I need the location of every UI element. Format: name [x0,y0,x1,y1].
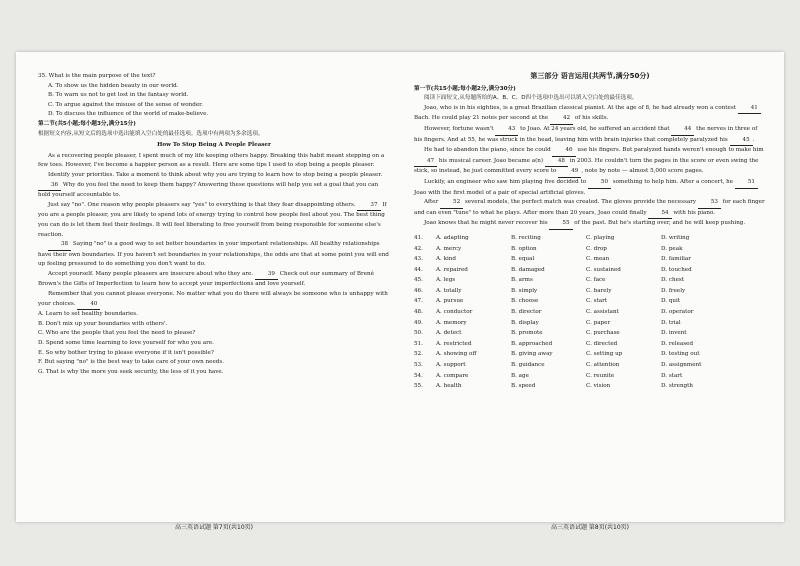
section-2-header: 第二节(共5小题;每小题3分,满分15分) [38,120,136,127]
paragraph-text: Why do you feel the need to keep them happy? Answering these questions will help you set a goal that you can hold yourself accountable to. [38,181,379,199]
choice-row [414,234,766,245]
choice-d[interactable]: D. familiar [661,256,691,263]
choice-d[interactable]: D. quit [661,298,681,305]
choice-a[interactable]: A. restricted [436,340,472,347]
choice-row [414,245,766,256]
seven-option: A. Learn to set healthy boundaries. [38,311,138,318]
choice-row [414,319,766,330]
answer-blank[interactable]: 39 [255,270,278,281]
question-number: 55. [414,383,423,390]
choice-row [414,276,766,287]
choice-b[interactable]: B. simply [511,287,538,294]
choice-c[interactable]: C. mean [586,256,610,263]
paragraph-text: with his piano. [671,209,715,216]
choice-row [414,287,766,298]
choice-d[interactable]: D. operator [661,309,694,316]
choice-d[interactable]: D. invent [661,330,687,337]
seven-option: D. Spend some time learning to love yourself for who you are. [38,340,214,347]
choice-b[interactable]: B. choose [511,298,539,305]
choice-row [414,329,766,340]
choice-a[interactable]: A. health [436,383,462,390]
choice-a[interactable]: A. totally [436,287,462,294]
answer-blank[interactable]: 43 [495,125,518,136]
choice-d[interactable]: D. trial [661,319,681,326]
paragraph-text: As a recovering people pleaser, I spent much of my life keeping others happy. Breaking this habit meant stepping on a few toes. However, I've become a happier person as a result. Here are some tips I used to stop being a people pleaser. [38,152,385,169]
paragraph-text: Luckily, an engineer who saw him playing five decided to [424,178,588,185]
choice-a[interactable]: A. legs [436,277,456,284]
choice-b[interactable]: B. damaged [511,266,545,273]
choice-c[interactable]: C. drop [586,245,607,252]
part-3-title: 第三部分 语言运用(共两节,满分50分) [530,72,650,80]
choice-row [414,372,766,383]
paragraph-text: After [424,199,441,206]
paragraph-text: use his fingers. But paralyzed hands weren't enough to make him [575,147,764,154]
passage-paragraph [38,240,390,270]
choice-a[interactable]: A. mercy [436,245,462,252]
question-number: 48. [414,309,423,316]
cloze-paragraph [414,219,766,230]
option-c: C. To argue against the misuse of the sense of wonder. [48,101,203,108]
choice-row [414,297,766,308]
choice-b[interactable]: B. option [511,245,537,252]
section-1-instruction: 阅读下面短文,从每题所给的A、B、C、D四个选项中选出可以填入空白处的最佳选项。 [424,95,638,102]
seven-options-list [38,310,390,377]
choice-a[interactable]: A. support [436,362,466,369]
answer-blank[interactable]: 44 [671,125,694,136]
choice-d[interactable]: D. writing [661,234,690,241]
paragraph-text: of his skills. [573,115,609,122]
choice-b[interactable]: B. giving away [511,351,553,358]
paragraph-text: in 2003. He couldn't turn the pages in the score or even swing the stick, so instead, he just committed every score to [414,157,759,175]
choice-row [414,308,766,319]
paragraph-text: Remember that you cannot please everyone. No matter what you do there will always be someone who is unhappy with your choices. [38,291,388,307]
choice-a[interactable]: A. detect [436,330,462,337]
choice-c[interactable]: C. playing [586,234,615,241]
choice-b[interactable]: B. guidance [511,362,545,369]
choice-b[interactable]: B. display [511,319,539,326]
paragraph-text: of the past. But he's starting over, and he will keep pushing. [572,220,746,227]
paragraph-text: , note by note — almost 5,000 score pages. [581,168,704,175]
answer-blank[interactable]: 48 [545,157,568,168]
paragraph-text: Joao, who is in his eighties, is a great Brazilian classical pianist. At the age of 8, he had already won a contest [424,104,738,111]
seven-option: C. Who are the people that you feel the need to please? [38,330,196,337]
passage-body [38,152,390,311]
choice-d[interactable]: D. start [661,372,683,379]
choice-b[interactable]: B. age [511,372,529,379]
paragraph-text: Identify your priorities. Take a moment to think about why you are trying to learn how to stop being a people pleaser. [48,171,383,178]
choice-b[interactable]: B. reciting [511,234,541,241]
question-number: 44. [414,266,423,273]
choice-c[interactable]: C. sustained [586,266,621,273]
answer-blank[interactable]: 49 [558,167,581,178]
answer-blank[interactable]: 40 [77,300,100,311]
choice-a[interactable]: A. adapting [436,234,469,241]
choice-a[interactable]: A. memory [436,319,467,326]
paragraph-text: several models, the perfect match was created. The gloves provide the necessary [463,199,698,206]
answer-blank[interactable]: 41 [738,104,761,115]
choice-d[interactable]: D. chest [661,277,685,284]
choice-row [414,266,766,277]
answer-blank[interactable]: 42 [550,114,573,125]
option-a: A. To show us the hidden beauty in our world. [48,82,179,89]
seven-option: E. So why bother trying to please everyone if it isn't possible? [38,349,214,356]
exam-sheet [16,52,784,531]
page-footer-right: 高三英语试题 第8页(共10页) [550,524,630,531]
passage-paragraph [38,270,390,290]
choice-a[interactable]: A. kind [436,256,456,263]
choice-c[interactable]: C. reunite [586,372,615,379]
question-number: 52. [414,351,423,358]
paragraph-text: . [752,136,755,143]
choice-d[interactable]: D. freely [661,287,686,294]
section-2-instruction: 根据短文内容,从短文后的选项中选出能填入空白处的最佳选项。选项中有两项为多余选项。 [38,130,264,137]
paragraph-text: Accept yourself. Many people pleasers are insecure about who they are. [48,270,255,277]
answer-blank[interactable]: 53 [698,198,721,209]
seven-option: G. That is why the more you seek security, the less of it you have. [38,368,224,375]
answer-blank[interactable]: 37 [357,201,380,212]
passage-paragraph [38,152,390,171]
passage-title: How To Stop Being A People Pleaser [157,142,271,149]
choice-c[interactable]: C. vision [586,383,611,390]
choice-b[interactable]: B. arms [511,277,533,284]
choice-b[interactable]: B. promote [511,330,543,337]
choice-c[interactable]: C. purchase [586,330,620,337]
question-number: 47. [414,298,423,305]
choice-d[interactable]: D. peak [661,245,683,252]
option-d: D. To discuss the influence of the world of make-believe. [48,111,209,118]
choice-c[interactable]: C. paper [586,319,611,326]
choice-d[interactable]: D. released [661,340,694,347]
question-number: 50. [414,330,423,337]
option-b: B. To warn us not to get lost in the fantasy world. [48,92,189,99]
choice-b[interactable]: B. equal [511,256,535,263]
choice-d[interactable]: D. touched [661,266,692,273]
choice-c[interactable]: C. attention [586,362,620,369]
answer-blank[interactable]: 47 [414,157,437,168]
choice-a[interactable]: A. compare [436,372,469,379]
choice-b[interactable]: B. speed [511,383,536,390]
question-number: 51. [414,340,423,347]
page-footer-left: 高三英语试题 第7页(共10页) [174,524,254,531]
section-1-header: 第一节(共15小题;每小题2分,满分30分) [414,85,516,92]
choice-d[interactable]: D. testing out [661,351,700,358]
answer-blank[interactable]: 55 [549,219,572,230]
cloze-paragraph [414,178,766,198]
paragraph-text: his musical career. Joao became a(n) [437,157,545,164]
choice-b[interactable]: B. approached [511,340,553,347]
answer-blank[interactable]: 54 [648,209,671,220]
choice-a[interactable]: A. pursue [436,298,464,305]
question-35 [38,72,390,120]
choice-b[interactable]: B. director [511,309,542,316]
choice-row [414,255,766,266]
cloze-paragraph [414,125,766,146]
paragraph-text: However, fortune wasn't [424,125,496,132]
paragraph-text: Just say "no". One reason why people pleasers say "yes" to everything is that they fear disappointing others. [48,201,358,208]
question-number: 53. [414,362,423,369]
cloze-passage [414,104,766,230]
paragraph-text: the nerves in three of his fingers. And at 55, he was struck in the head, leaving him with brain injuries that completely paralyzed his [414,125,758,143]
choice-row [414,350,766,361]
passage-paragraph [38,290,390,310]
cloze-paragraph [414,146,766,178]
cloze-paragraph [414,104,766,125]
page-7 [38,72,390,377]
cloze-choices-table [414,234,766,393]
paragraph-text: something to help him. After a concert, he [611,178,735,185]
answer-blank[interactable]: 38 [48,240,71,251]
answer-blank[interactable]: 52 [440,198,463,209]
paragraph-text: for each finger and can even "tune" to what he plays. After more than 20 years, Joao could finally [414,199,765,216]
question-number: 54. [414,372,423,379]
choice-c[interactable]: C. face [586,277,606,284]
paragraph-text: Joao with the first model of a pair of special artificial gloves. [414,189,586,196]
seven-option: B. Don't mix up your boundaries with others'. [38,320,168,327]
question-number: 41. [414,234,423,241]
answer-blank[interactable]: 51 [735,178,758,189]
paragraph-text: to Joao. At 24 years old, he suffered an accident that [518,125,672,132]
choice-d[interactable]: D. strength [661,383,693,390]
choice-c[interactable]: C. start [586,298,608,305]
question-number: 42. [414,245,423,252]
choice-a[interactable]: A. repaired [436,266,468,273]
choice-a[interactable]: A. showing off [436,351,477,358]
cloze-paragraph [414,198,766,219]
answer-blank[interactable]: 36 [38,181,61,192]
paragraph-text: Joao knows that he might never recover his [424,220,550,227]
answer-blank[interactable]: 45 [730,136,753,147]
paragraph-text: Saying "no" is a good way to set better boundaries in your important relationships. All healthy relationships have their own boundaries. If you haven't set boundaries in your relationships, the odds are that at some point you will end up feeling pressured to do something you don't want to do. [38,241,389,268]
choice-c[interactable]: C. setting up [586,351,623,358]
choice-row [414,361,766,372]
paragraph-text: He had to abandon the piano, since he could [424,147,553,154]
choice-row [414,340,766,351]
choice-c[interactable]: C. assistant [586,309,619,316]
question-number: 46. [414,287,423,294]
choice-d[interactable]: D. assignment [661,362,702,369]
question-number: 43. [414,256,423,263]
passage-paragraph [38,171,390,201]
choice-a[interactable]: A. conductor [436,309,473,316]
answer-blank[interactable]: 46 [552,146,575,157]
question-number: 45. [414,277,423,284]
seven-option: F. But saying "no" is the best way to take care of your own needs. [38,359,225,366]
choice-c[interactable]: C. barely [586,287,612,294]
choice-row [414,382,766,393]
passage-paragraph [38,201,390,240]
answer-blank[interactable]: 50 [588,178,611,189]
paragraph-text: If you are a people pleaser, you are likely to spend lots of energy trying to control how people feel about you. The best thing you can do is let them feel their feelings. It will feel liberating to free yourself from being responsible for someone else's reaction. [38,201,387,238]
choice-c[interactable]: C. directed [586,340,618,347]
paragraph-text: Check out our summary of Brené Brown's the Gifts of Imperfection to learn how to accept your imperfections and love yourself. [38,270,374,288]
page-8 [414,72,766,393]
question-number: 49. [414,319,423,326]
paragraph-text: Bach. He could play 21 notes per second at the [414,115,550,122]
question-stem: 35. What is the main purpose of the text? [38,73,156,79]
